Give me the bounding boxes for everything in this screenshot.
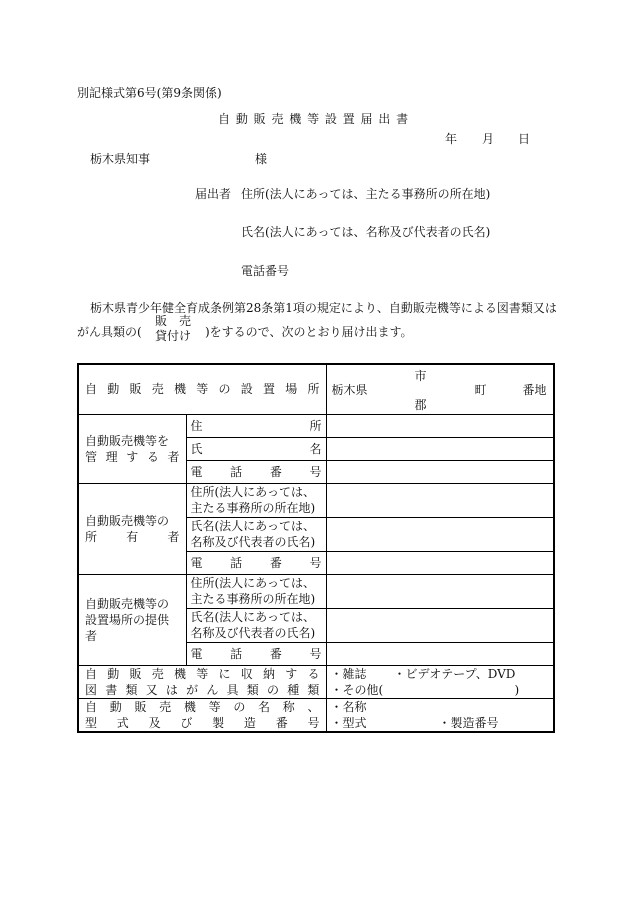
- addressee-name: 栃木県知事: [90, 152, 151, 166]
- machine-name: ・名称: [330, 699, 367, 714]
- provider-name-label: 氏名(法人にあっては、 名称及び代表者の氏名): [186, 608, 326, 642]
- addressee-honorific: 様: [255, 152, 268, 166]
- notifier-name: 氏名(法人にあっては、名称及び代表者の氏名): [241, 225, 491, 239]
- manager-address-input[interactable]: [326, 414, 554, 437]
- body-line-1: 栃木県青少年健全育成条例第28条第1項の規定により、自動販売機等による図書類又は: [90, 301, 557, 315]
- form-number: 別記様式第6号(第9条関係): [77, 86, 222, 100]
- option-magazine[interactable]: ・雑誌: [330, 666, 367, 681]
- owner-label: 自動販売機等の 所 有 者: [78, 483, 186, 574]
- owner-phone-input[interactable]: [326, 551, 554, 574]
- option-video[interactable]: ・ビデオテープ、DVD: [393, 666, 516, 681]
- location-label: 自 動 販 売 機 等 の 設 置 場 所: [85, 382, 320, 397]
- row-manager-address: [78, 414, 554, 437]
- machine-info-cell[interactable]: [326, 698, 554, 732]
- location-county: 郡: [414, 398, 427, 412]
- owner-phone-label: 電 話 番 号: [190, 555, 322, 570]
- notification-table: [77, 363, 555, 733]
- date-year: 年: [445, 132, 458, 146]
- page-title: 自 動 販 売 機 等 設 置 届 出 書: [218, 112, 410, 126]
- notifier-address: 住所(法人にあっては、主たる事務所の所在地): [241, 187, 491, 201]
- location-town: 町: [474, 383, 487, 397]
- notifier-label: 届出者: [195, 187, 232, 201]
- provider-label: 自動販売機等の 設置場所の提供者: [78, 574, 186, 665]
- location-prefecture: 栃木県: [331, 383, 368, 397]
- manager-name-label: 氏 名: [190, 441, 322, 456]
- provider-address-label: 住所(法人にあっては、 主たる事務所の所在地): [186, 574, 326, 608]
- manager-address-label: 住 所: [190, 418, 322, 433]
- row-machine-info: [78, 698, 554, 732]
- purpose-options: [155, 314, 191, 344]
- machine-label: 自 動 販 売 機 等 の 名 称 、 型 式 及 び 製 造 番 号: [78, 698, 326, 732]
- body-line-2-suffix: )をするので、次のとおり届け出ます。: [205, 325, 413, 339]
- provider-name-input[interactable]: [326, 608, 554, 642]
- manager-phone-input[interactable]: [326, 460, 554, 483]
- goods-options-cell[interactable]: [326, 665, 554, 698]
- row-owner-address: [78, 483, 554, 517]
- option-other-close: ): [514, 682, 520, 697]
- notifier-phone: 電話番号: [241, 264, 290, 278]
- row-location: [78, 364, 554, 414]
- provider-address-input[interactable]: [326, 574, 554, 608]
- owner-name-label: 氏名(法人にあっては、 名称及び代表者の氏名): [186, 517, 326, 551]
- row-provider-address: [78, 574, 554, 608]
- provider-phone-label: 電 話 番 号: [190, 646, 322, 661]
- manager-phone-label: 電 話 番 号: [190, 464, 322, 479]
- manager-label: 自動販売機等を 管 理 す る 者: [78, 414, 186, 483]
- goods-label: 自 動 販 売 機 等 に 収 納 す る 図 書 類 又 は が ん 具 類 の 種 類: [78, 665, 326, 698]
- date-day: 日: [518, 132, 531, 146]
- body-line-2-prefix: がん具類の(: [77, 325, 142, 339]
- machine-model: ・型式: [330, 715, 367, 730]
- machine-serial: ・製造番号: [438, 715, 499, 730]
- location-city: 市: [414, 369, 427, 383]
- manager-name-input[interactable]: [326, 437, 554, 460]
- date-month: 月: [482, 132, 495, 146]
- owner-address-input[interactable]: [326, 483, 554, 517]
- location-value-cell[interactable]: [326, 364, 554, 414]
- owner-address-label: 住所(法人にあっては、 主たる事務所の所在地): [186, 483, 326, 517]
- option-lend: 貸付け: [155, 329, 192, 343]
- option-other[interactable]: ・その他(: [330, 682, 384, 697]
- provider-phone-input[interactable]: [326, 642, 554, 665]
- row-goods-type: [78, 665, 554, 698]
- location-lot: 番地: [522, 383, 547, 397]
- owner-name-input[interactable]: [326, 517, 554, 551]
- option-sell: 販 売: [155, 314, 192, 328]
